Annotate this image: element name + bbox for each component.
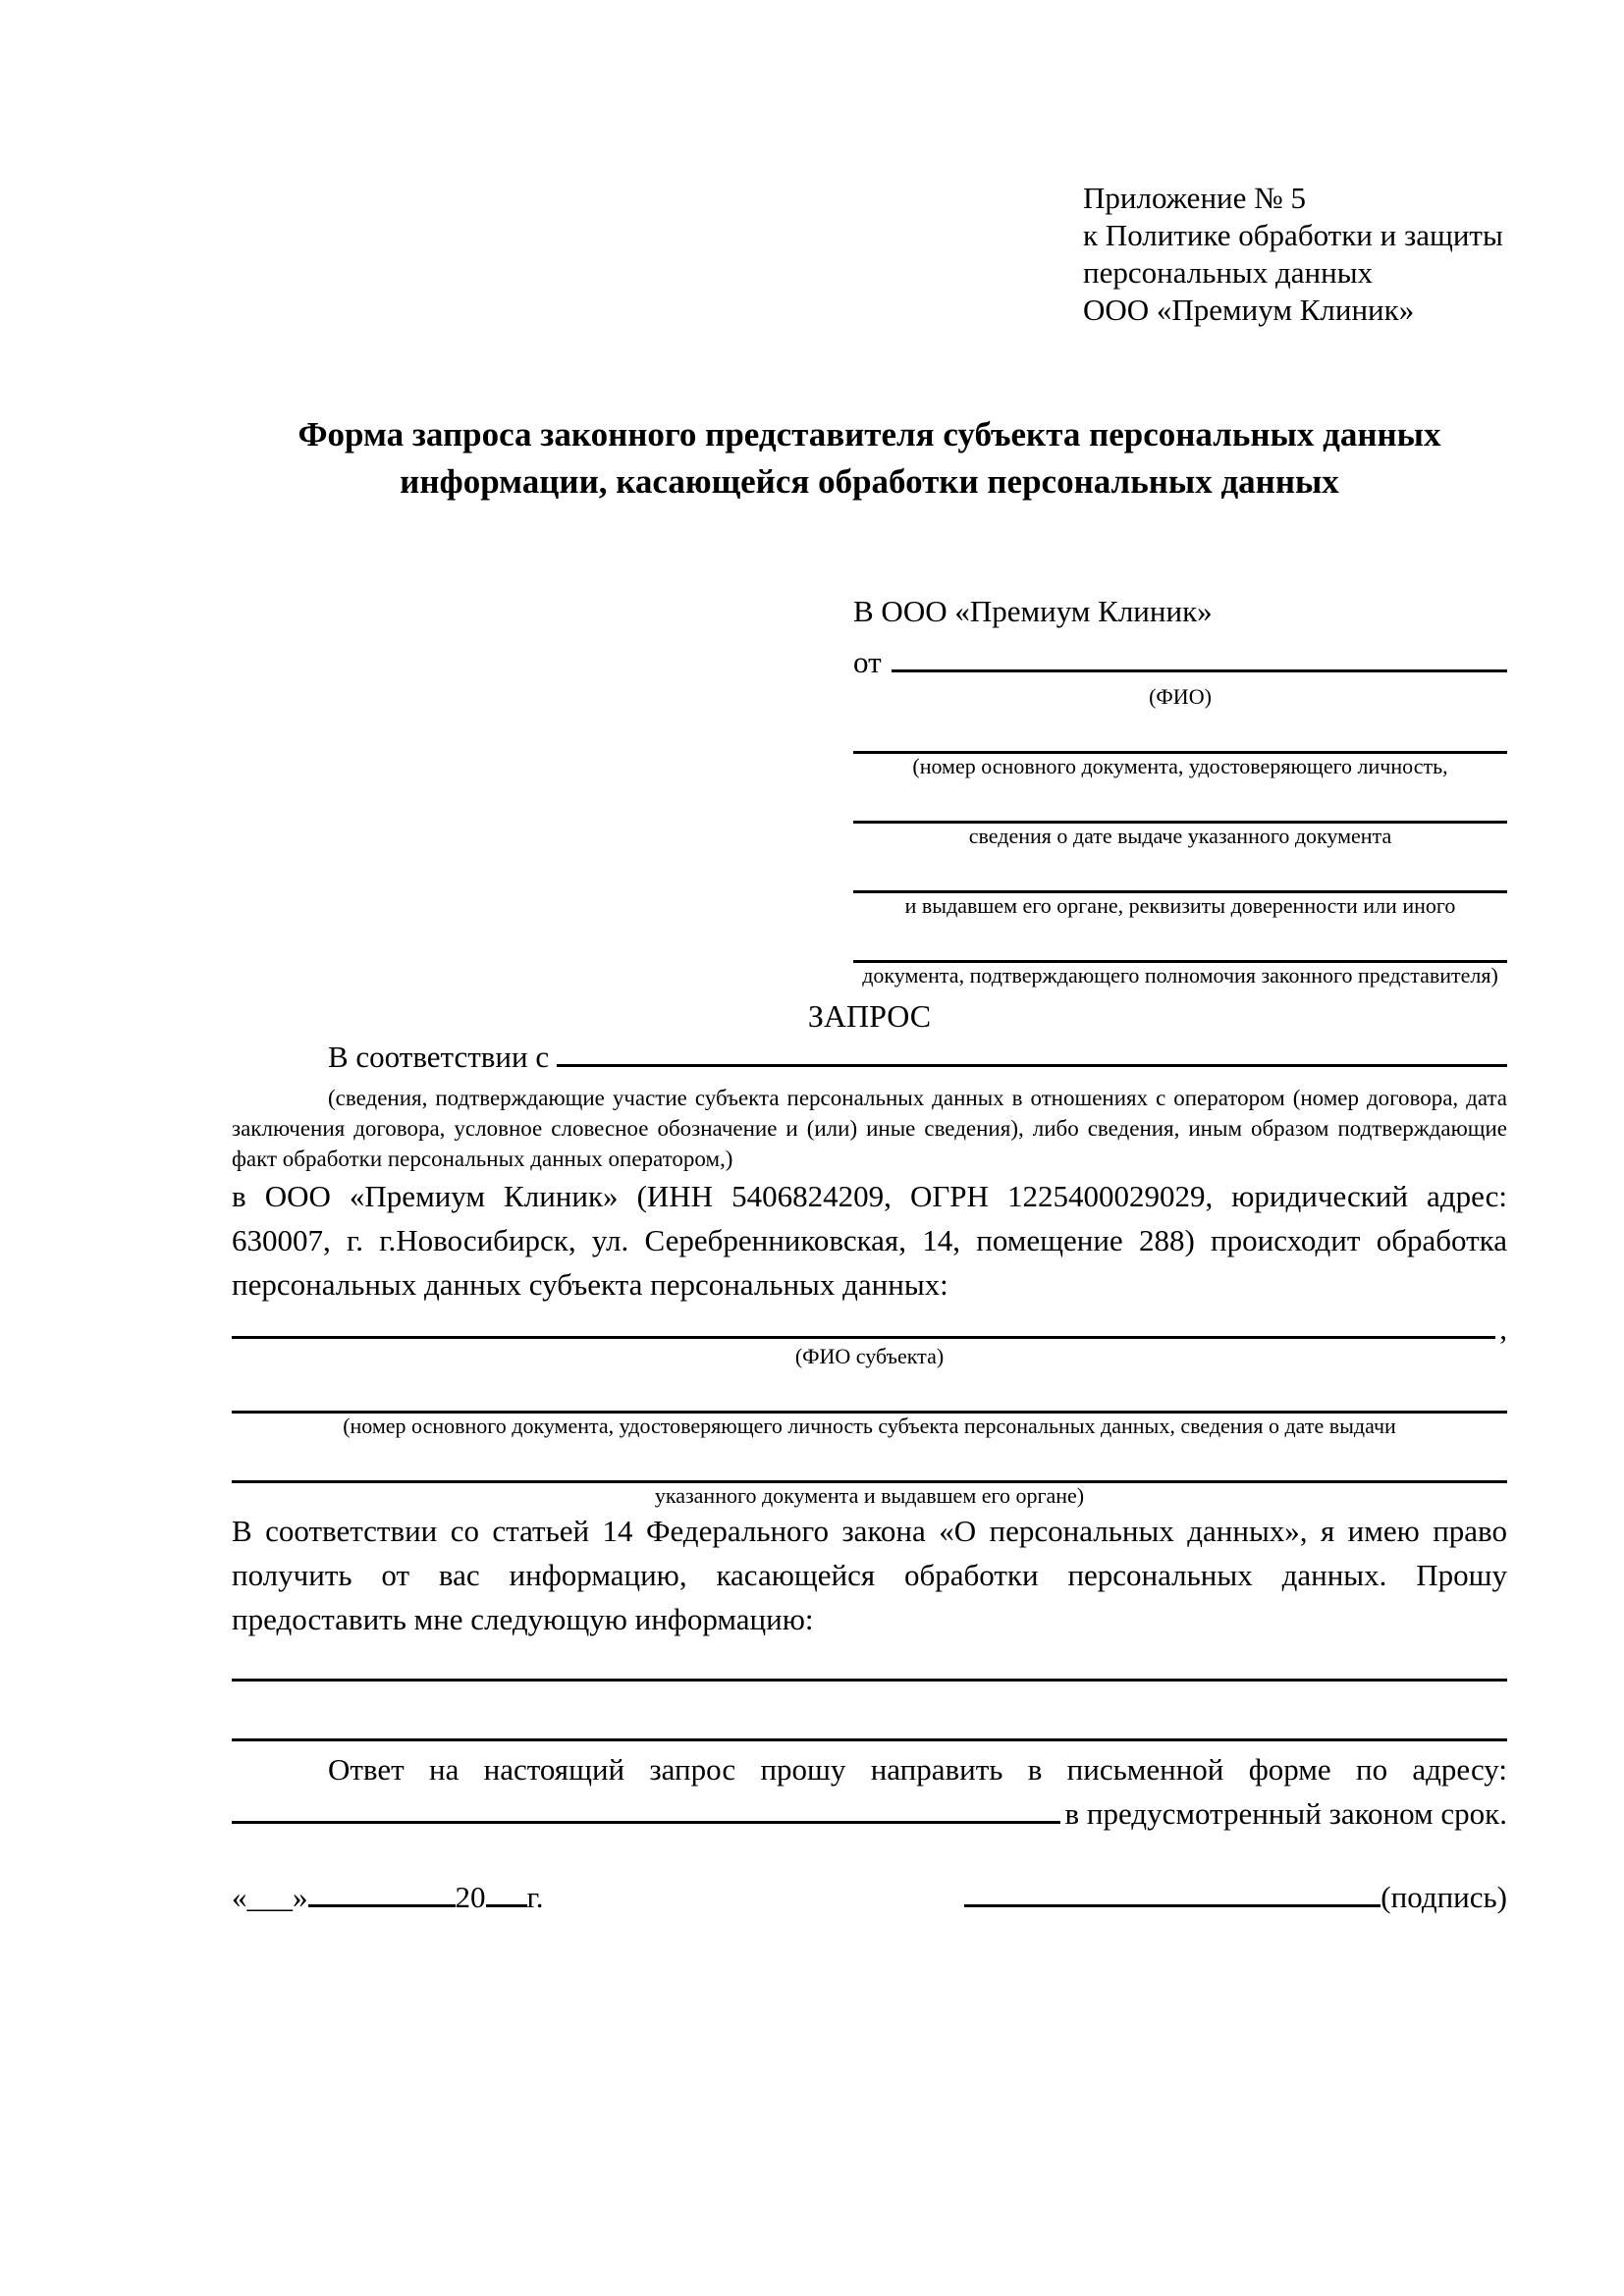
representative-doc-blank-field-1 — [853, 710, 1507, 754]
fio-caption: (ФИО) — [1149, 684, 1212, 709]
request-heading: ЗАПРОС — [807, 998, 932, 1034]
accordance-label: В соответствии с — [328, 1040, 550, 1074]
subject-doc-caption-2: указанного документа и выдавшем его органе) — [654, 1483, 1085, 1508]
accordance-caption: (сведения, подтверждающие участие субъекта персональных данных в отношениях с оператором (номер договора, дата заключения договора, условное словесное обозначение и (или) иные сведения), либо сведения, иным образом подтверждающие факт обработки персональных данных оператором,) — [232, 1086, 1507, 1171]
comma-text: , — [1499, 1311, 1507, 1346]
accordance-blank-field — [557, 1063, 1507, 1067]
date-year-blank-field — [486, 1903, 527, 1907]
page-title — [232, 411, 1507, 506]
subject-doc-blank-field-1 — [232, 1369, 1507, 1414]
title-line-1: Форма запроса законного представителя субъекта персональных данных — [298, 415, 1441, 454]
answer-paragraph: Ответ на настоящий запрос прошу направить в письменной форме по адресу: — [328, 1752, 1507, 1787]
subject-fio-caption: (ФИО субъекта) — [794, 1344, 945, 1368]
date-signature-row — [232, 1876, 1507, 1919]
appendix-block — [1083, 180, 1507, 329]
answer-address-blank-field — [232, 1820, 1060, 1824]
signature-field — [964, 1876, 1507, 1919]
signature-blank-field — [964, 1903, 1380, 1907]
accordance-row — [232, 1036, 1507, 1079]
date-field — [232, 1876, 543, 1919]
addressee-block — [853, 592, 1507, 988]
subject-fio-row — [232, 1311, 1507, 1346]
representative-doc-caption-4: документа, подтверждающего полномочия законного представителя) — [862, 963, 1498, 988]
representative-doc-caption-2: сведения о дате выдаче указанного документа — [968, 824, 1392, 848]
signature-caption: (подпись) — [1380, 1880, 1507, 1914]
from-label: от — [853, 645, 882, 679]
representative-doc-blank-field-3 — [853, 849, 1507, 893]
date-year-suffix: г. — [526, 1880, 544, 1914]
subject-fio-blank-field — [232, 1335, 1495, 1339]
representative-doc-caption-3: и выдавшем его органе, реквизиты доверенности или иного — [904, 893, 1456, 918]
date-year-prefix: 20 — [455, 1880, 486, 1914]
requested-info-blank-field-2 — [232, 1682, 1507, 1741]
appendix-line-2: к Политике обработки и защиты — [1083, 218, 1503, 252]
subject-doc-caption-1: (номер основного документа, удостоверяющего личность субъекта персональных данных, сведения о дате выдачи — [343, 1414, 1396, 1438]
title-line-2: информации, касающейся обработки персональных данных — [400, 462, 1339, 501]
law-paragraph: В соответствии со статьей 14 Федерального закона «О персональных данных», я имею право получить от вас информацию, касающейся обработки персональных данных. Прошу предоставить мне следующую информацию: — [232, 1514, 1507, 1636]
addressee-organization: В ООО «Премиум Клиник» — [853, 594, 1213, 628]
representative-doc-blank-field-4 — [853, 919, 1507, 963]
subject-doc-blank-field-2 — [232, 1439, 1507, 1483]
appendix-line-3: персональных данных — [1083, 255, 1374, 290]
date-day-text: «___» — [232, 1880, 308, 1914]
representative-doc-blank-field-2 — [853, 779, 1507, 824]
date-month-blank-field — [308, 1903, 456, 1907]
operator-paragraph: в ООО «Премиум Клиник» (ИНН 5406824209, ОГРН 1225400029029, юридический адрес: 630007, г. г.Новосибирск, ул. Серебренниковская, 14, помещение 288) происходит обработка персональных данных субъекта персональных данных: — [232, 1179, 1507, 1302]
answer-tail-text: в предусмотренный законом срок. — [1064, 1796, 1507, 1831]
requested-info-blank-field-1 — [232, 1649, 1507, 1682]
representative-fio-blank-field — [892, 668, 1507, 672]
from-row — [853, 641, 1507, 684]
representative-doc-caption-1: (номер основного документа, удостоверяющего личность, — [912, 754, 1448, 778]
appendix-line-1: Приложение № 5 — [1083, 181, 1306, 215]
answer-address-row — [232, 1791, 1507, 1837]
appendix-line-4: ООО «Премиум Клиник» — [1083, 293, 1415, 327]
